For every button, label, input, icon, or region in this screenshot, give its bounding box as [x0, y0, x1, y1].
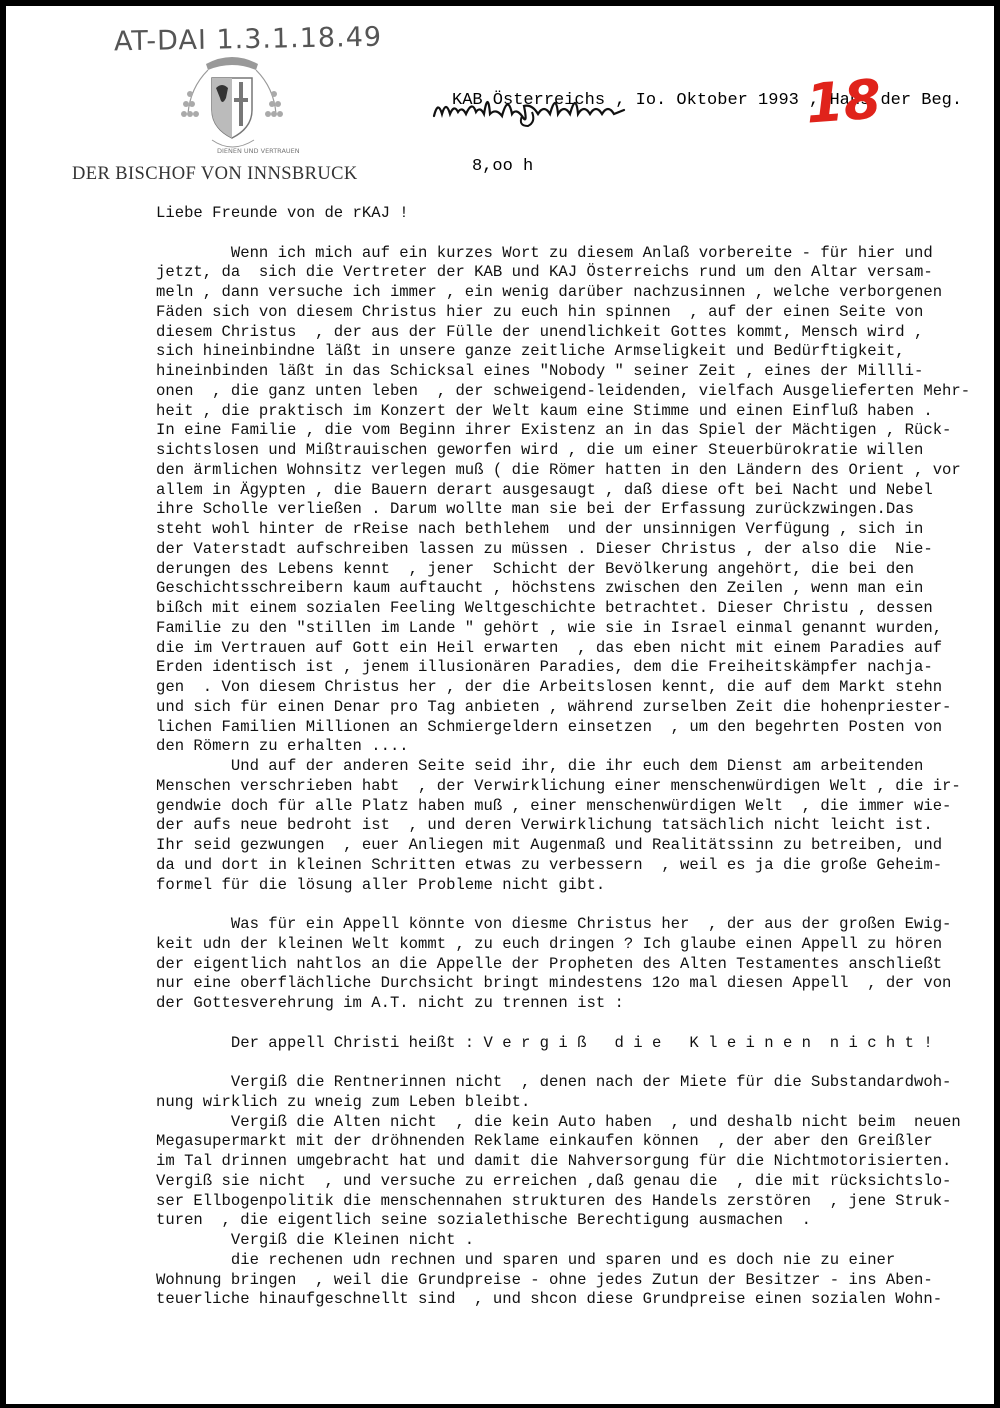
body-line: jetzt, da sich die Vertreter der KAB und KAJ Österreichs rund um den Altar versam- — [156, 263, 933, 282]
body-line: Ihr seid gezwungen , euer Anliegen mit Augenmaß und Realitätssinn zu betreiben, und — [156, 836, 943, 854]
body-line: gen . Von diesem Christus her , der die Arbeitslosen kennt, die auf dem Markt stehn — [156, 678, 943, 696]
archive-number: AT-DAI 1.3.1.18.49 — [113, 21, 383, 58]
paragraph-gap — [156, 895, 991, 915]
body-line: Vergiß sie nicht , und versuche zu erreichen ,daß genau die , die mit rücksichtslo- — [156, 1171, 952, 1190]
body-line: Megasupermarkt mit der dröhnenden Reklame einkaufen können , der aber den Greißler — [156, 1132, 933, 1151]
body-line: und sich für einen Denar pro Tag anbieten , während zurselben Zeit die hohenpriester- — [156, 697, 952, 716]
body-line: lichen Familien Millionen an Schmiergeldern einsetzen , um den begehrten Posten von — [156, 717, 943, 736]
body-line: keit udn der kleinen Welt kommt , zu euch dringen ? Ich glaube einen Appell zu hören — [156, 934, 943, 953]
body-line: Erden identisch ist , jenem illusionären Paradies, dem die Freiheitskämpfer nachja- — [156, 658, 933, 677]
body-line: Der appell Christi heißt : V e r g i ß d i e K l e i n e n n i c h t ! — [156, 1033, 933, 1052]
body-line: die im Vertrauen auf Gott ein Heil erwarten , das eben nicht mit einem Paradies auf — [156, 638, 943, 657]
body-line: formel für die lösung aller Probleme nicht gibt. — [156, 875, 606, 894]
body-line: Wohnung bringen , weil die Grundpreise - ohne jedes Zutun der Besitzer - ins Aben- — [156, 1270, 933, 1289]
body-line: Wenn ich mich auf ein kurzes Wort zu diesem Anlaß vorbereite - für hier und — [156, 243, 933, 262]
body-line: Was für ein Appell könnte von diesme Christus her , der aus der großen Ewig- — [156, 915, 952, 933]
letter-body — [156, 204, 991, 1310]
body-line: hineinbinden läßt in das Schicksal eines "Nobody " seiner Zeit , eines der Millli- — [156, 362, 924, 380]
body-line: Vergiß die Kleinen nicht . — [156, 1231, 475, 1249]
crest-motto: DIENEN UND VERTRAUEN — [217, 147, 300, 155]
body-line: turen , die eigentlich seine sozialethische Berechtigung ausmachen . — [156, 1211, 812, 1230]
body-line: Vergiß die Rentnerinnen nicht , denen nach der Miete für die Substandardwoh- — [156, 1073, 952, 1091]
salutation: Liebe Freunde von de rKAJ ! — [156, 204, 409, 222]
body-line: Familie zu den "stillen im Lande " gehört , wie sie in Israel einmal genannt wurden, — [156, 618, 943, 637]
body-line: im Tal drinnen umgebracht hat und damit die Nahversorgung für die Nichtmotorisierten. — [156, 1152, 952, 1170]
body-line: meln , dann versuche ich immer , ein wenig darüber nachzusinnen , welche verborgenen — [156, 283, 943, 301]
body-line: da und dort in kleinen Schritten etwas zu verbessern , weil es ja die große Geheim- — [156, 855, 943, 874]
body-line: gendwie doch für alle Platz haben muß , einer menschenwürdigen Welt , die immer wie- — [156, 796, 952, 815]
body-line: der eigentlich nahtlos an die Appelle der Propheten des Alten Testamentes anschließt — [156, 954, 943, 973]
page-number: 18 — [803, 67, 884, 136]
body-line: derungen des Lebens kennt , jener Schicht der Bevölkerung angehört, die bei den — [156, 559, 914, 578]
paragraph-gap — [156, 1014, 991, 1034]
body-line: nur eine oberflächliche Durchsicht bringt mindestens 12o mal diesen Appell , der von — [156, 974, 952, 993]
header-line-2: 8,oo h — [472, 157, 534, 176]
body-line: Und auf der anderen Seite seid ihr, die ihr euch dem Dienst am arbeitenden — [156, 757, 924, 775]
paragraph-gap — [156, 1053, 991, 1073]
body-line: die rechenen udn rechnen und sparen und sparen und es doch nie zu einer — [156, 1250, 896, 1269]
body-line: der Vaterstadt aufschreiben lassen zu müssen . Dieser Christus , der also die Nie- — [156, 539, 933, 558]
body-line: ser Ellbogenpolitik die menschennahen strukturen des Handels zerstören , jene Struk- — [156, 1191, 952, 1210]
bishop-crest-icon — [176, 54, 300, 155]
body-line: Fäden sich von diesem Christus hier zu euch hin spinnen , auf der einen Seite von — [156, 302, 924, 321]
body-line: Vergiß die Alten nicht , die kein Auto haben , und deshalb nicht beim neuen — [156, 1112, 961, 1131]
body-line: der Gottesverehrung im A.T. nicht zu trennen ist : — [156, 994, 624, 1012]
body-line: sich hineinbindne läßt in unsere ganze zeitliche Armseligkeit und Bedürftigkeit, — [156, 342, 905, 361]
handwritten-note-text: nicht gehalten — [428, 126, 437, 127]
body-line: nung wirklich zu wneig zum Leben bleibt. — [156, 1092, 531, 1111]
body-line: In eine Familie , die vom Beginn ihrer Existenz an in das Spiel der Mächtigen , Rück- — [156, 421, 952, 440]
body-line: teuerliche hinaufgeschnellt sind , und shcon diese Grundpreise einen sozialen Wohn- — [156, 1290, 943, 1309]
letter-header — [452, 46, 962, 222]
body-line: ihre Scholle verließen . Darum wollte man sie bei der Erfassung zurückzwingen.Das — [156, 500, 914, 519]
body-line: den ärmlichen Wohnsitz verlegen muß ( die Römer hatten in den Ländern des Orient , vor — [156, 460, 961, 479]
body-line: den Römern zu erhalten .... — [156, 737, 409, 756]
body-line: onen , die ganz unten leben , der schweigend-leidenden, vielfach Ausgelieferten Mehr- — [156, 381, 971, 400]
body-line: diesem Christus , der aus der Fülle der unendlichkeit Gottes kommt, Mensch wird , — [156, 322, 924, 341]
handwritten-note — [428, 86, 668, 128]
body-line: steht wohl hinter de rReise nach bethlehem und der unsinnigen Verfügung , sich in — [156, 520, 924, 538]
body-line: Menschen verschrieben habt , der Verwirklichung einer menschenwürdigen Welt , die ir- — [156, 776, 961, 795]
document-page — [6, 6, 994, 1404]
letterhead-sender: DER BISCHOF VON INNSBRUCK — [72, 164, 358, 184]
body-line: der aufs neue bedroht ist , und deren Verwirklichung tatsächlich nicht leicht ist. — [156, 816, 933, 835]
body-line: allem in Ägypten , die Bauern derart ausgesaugt , daß diese oft bei Nacht und Nebel — [156, 480, 933, 499]
body-line: bißch mit einem sozialen Feeling Weltgeschichte betrachtet. Dieser Christu , dessen — [156, 599, 933, 617]
body-line: Geschichtsschreibern kaum auftaucht , höchstens zwischen den Zeilen , wenn man ein — [156, 579, 924, 598]
header-line-1: KAB Österreichs , Io. Oktober 1993 , Haus der Beg. — [452, 91, 963, 110]
body-line: sichtslosen und Mißtrauischen geworfen wird , die um einer Steuerbürokratie willen — [156, 441, 924, 459]
body-line: heit , die praktisch im Konzert der Welt kaum eine Stimme und einen Einfluß haben . — [156, 401, 933, 420]
